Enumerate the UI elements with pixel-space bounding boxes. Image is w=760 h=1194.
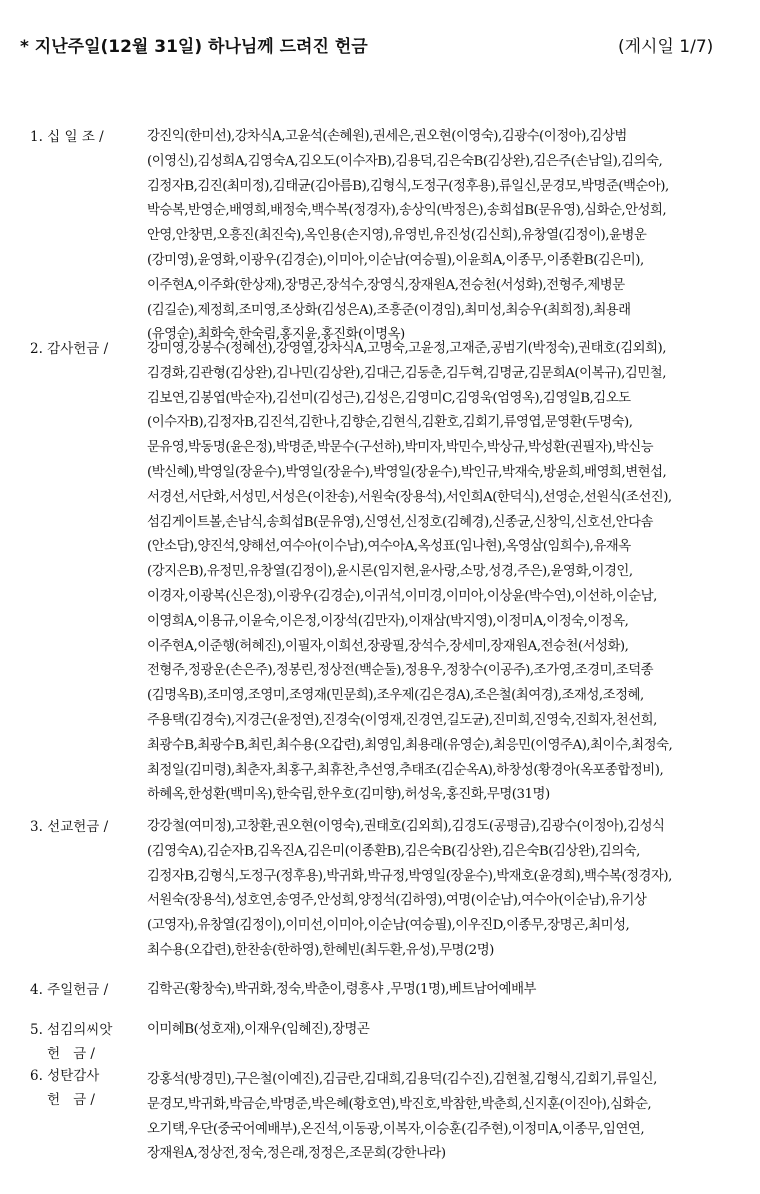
donor-list: 강미영,강봉수(정혜선),강영열,강차식A,고명숙,고윤정,고재준,공범기(박정숙),권태호(김외희), 김경화,김관형(김상완),김나민(김상완),김대근,김동춘,김두혁,김명균,김문희A(이복규),김민철, 김보연,김봉엽(박순자),김선미(김성근),김성은,김영미C,김영욱(엄영옥),김영일B,김오도 (이수자B),김정자B,김진석,김한나,김향순,김현식,김환호,김회기,류영엽,문영환(두명숙), 문유영,박동명(윤은정),박명준,박문수(구선하),박미자,박민수,박상규,박성환(권필자),박신능 (박신혜),박영일(장윤수),박영일(장윤수),박영일(장윤수),박인규,박재숙,방윤희,배영희,변현섭, 서경선,서단화,서성민,서성은(이찬송),서원숙(장용석),서인희A(한덕식),선영순,선원식(조선진), 섬김게이트볼,손남식,송희섭B(문유영),신영선,신정호(김혜경),신종균,신창익,신호선,안다솜 (안소담),양진석,양해선,여수아(이수남),여수아A,옥성표(임나현),옥영삼(임희수),유재옥 (강지은B),유정민,유창열(김정이),윤시론(임지현,윤사랑,소망,성경,주은),윤영화,이경인, 이경자,이광복(신은정),이광우(김경순),이귀석,이미경,이미아,이상윤(박수연),이선하,이순남, 이영희A,이용규,이윤숙,이은정,이장석(김만자),이재삼(박지영),이정미A,이정숙,이정옥, 이주현A,이준행(허혜진),이필자,이희선,장광필,장석수,장세미,장재원A,전승천(서성화), 전형주,정광운(손은주),정봉린,정상전(백순둘),정용우,정창수(이공주),조가영,조경미,조덕종 (김명옥B),조미영,조영미,조영재(민문희),조우제(김은경A),조은철(최여경),조재성,조정혜, 주용택(김경숙),지경근(윤정연),진경숙(이영재,진경연,길도균),진미희,진영숙,진희자,천선희, 최광수B,최광수B,최린,최수용(오갑련),최영임,최용래(유영순),최응민(이영주A),최이수,최정숙, 최정일(김미령),최춘자,최홍구,최휴찬,추선영,추태조(김순옥A),하창성(황경아(옥포종합정비), 하혜옥,한성환(백미옥),한숙림,한우호(김미향),허성욱,홍진화,무명(31명) xyxy=(147,341,673,803)
donor-list: 강강철(여미정),고창환,권오현(이영숙),권태호(김외희),김경도(공평금),김광수(이정아),김성식 (김영숙A),김순자B,김옥진A,김은미(이종환B),김은숙B(김상완),김은숙B(김상완),김의숙, 김정자B,김형식,도정구(정후용),박귀화,박규정,박영일(장윤수),박재호(윤경희),백수복(정경자), 서원숙(장용석),성호연,송영주,안성희,양정석(김하영),여명(이순남),여수아(이순남),유기상 (고영자),유창열(김정이),이미선,이미아,이순남(여승필),이우진D,이종무,장명곤,최미성, 최수용(오갑련),한찬송(한하영),한혜빈(최두환,유성),무명(2명) xyxy=(147,819,672,958)
section-label: 5. 섬김의씨앗 헌 금 / xyxy=(30,1022,113,1062)
donor-list: 이미혜B(성호재),이재우(임혜진),장명곤 xyxy=(147,1022,370,1037)
donor-list: 강진익(한미선),강차식A,고윤석(손혜원),권세은,권오현(이영숙),김광수(이정아),김상범 (이영신),김성희A,김영숙A,김오도(이수자B),김용덕,김은숙B(김상완),김은주(손남일),김의숙, 김정자B,김진(최미정),김태균(김아름B),김형식,도정구(정후용),류일신,문경모,박명준(백순아), 박승복,반영순,배영희,배정숙,백수복(정경자),송상익(박정은),송희섭B(문유영),심화순,안성희, 안영,안창면,오흥진(최진숙),옥인용(손지영),유영빈,유진성(김신희),유창열(김정이),윤병운 (강미영),윤영화,이광우(김경순),이미아,이순남(여승필),이윤희A,이종무,이종환B(김은미), 이주현A,이주화(한상재),장명곤,장석수,장영식,장재원A,전승천(서성화),전형주,제병문 (김길순),제정희,조미영,조상화(김성은A),조흥준(이경임),최미성,최승우(최희정),최용래 (유영순),최화숙,한숙림,홍지윤,홍진화(이명옥) xyxy=(147,129,669,343)
section-label: 3. 선교헌금 / xyxy=(30,819,109,835)
donor-list: 강홍석(방경민),구은철(이예진),김금란,김대희,김용덕(김수진),김현철,김형식,김회기,류일신, 문경모,박귀화,박금순,박명준,박은혜(황호연),박진호,박참한,박춘희,신지훈(이진아),심화순, 오기택,우단(중국어예배부),온진석,이동광,이복자,이승훈(김주현),이정미A,이종무,임연연, 장재원A,정상전,정숙,정은래,정정은,조문희(강한나라) xyxy=(147,1072,657,1162)
notice-title: * 지난주일(12월 31일) 하나님께 드려진 헌금 xyxy=(20,37,368,57)
donor-list: 김학곤(황창숙),박귀화,정숙,박춘이,령흥샤 ,무명(1명),베트남어예배부 xyxy=(147,982,536,997)
notice-header xyxy=(20,32,714,60)
section-label: 4. 주일헌금 / xyxy=(30,982,109,998)
section-label: 1. 십 일 조 / xyxy=(30,129,104,145)
section-label: 2. 감사헌금 / xyxy=(30,341,109,357)
section-label: 6. 성탄감사 헌 금 / xyxy=(30,1068,100,1108)
posted-date: (게시일 1/7) xyxy=(618,37,714,57)
